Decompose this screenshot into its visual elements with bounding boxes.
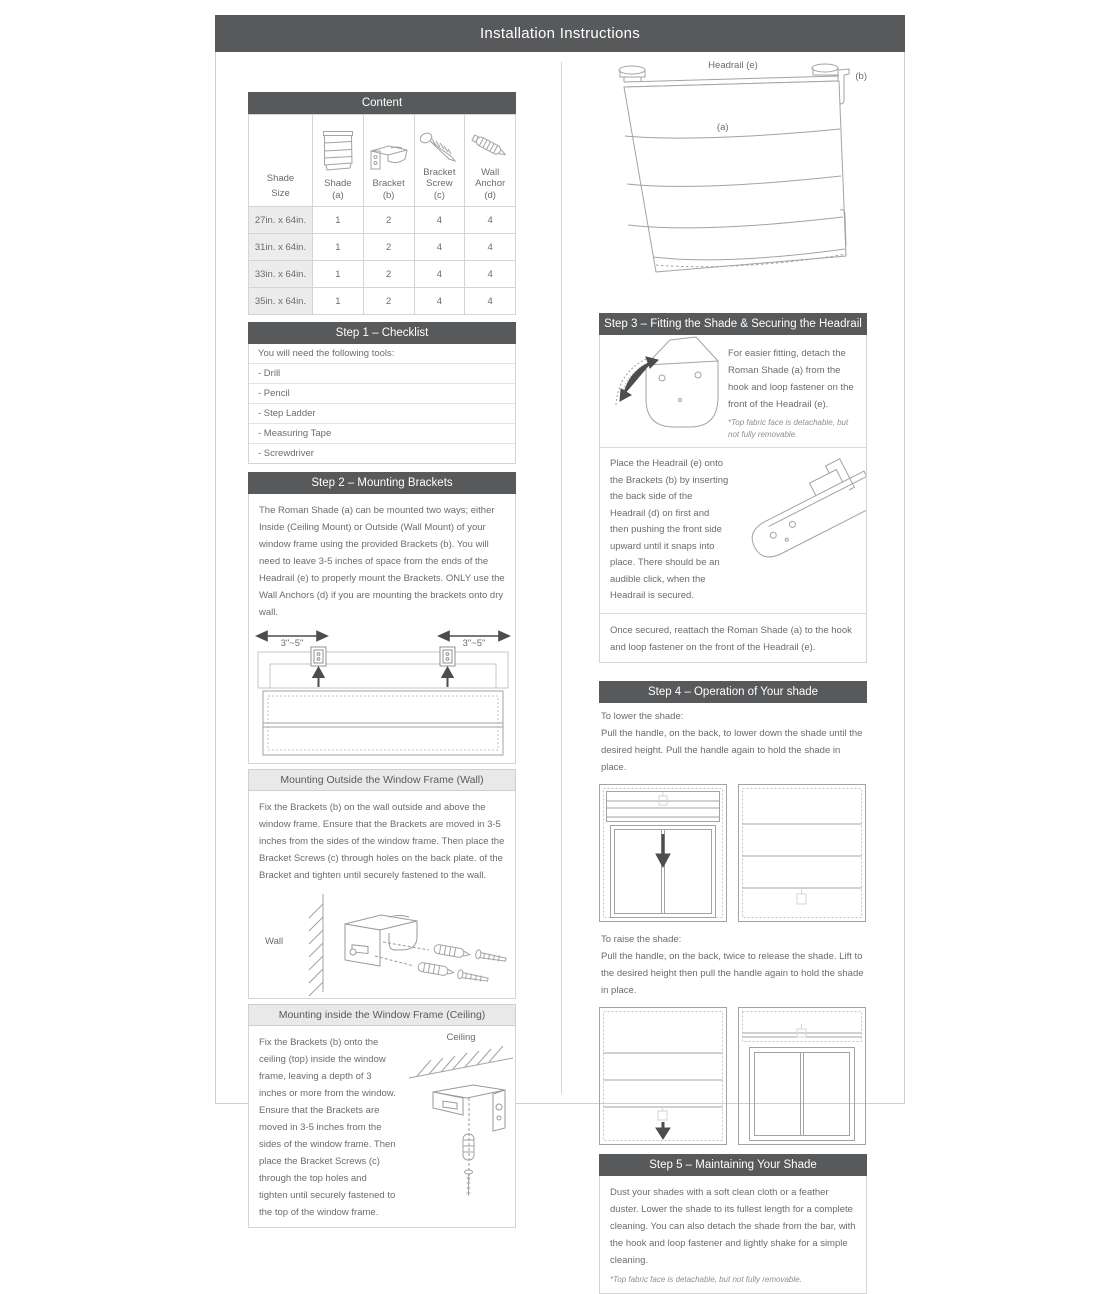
checklist-intro: You will need the following tools: <box>258 348 395 359</box>
headrail-label: Headrail (e) <box>708 60 758 71</box>
spacing-label-right: 3"~5" <box>462 638 486 649</box>
checklist-item: - Drill <box>249 363 515 383</box>
step3-title: Step 3 – Fitting the Shade & Securing the Headrail <box>599 313 867 335</box>
step4-title: Step 4 – Operation of Your shade <box>599 681 867 703</box>
step1-title: Step 1 – Checklist <box>248 322 516 344</box>
step3-detach-note: *Top fabric face is detachable, but not fully removable. <box>728 418 849 439</box>
step2-title: Step 2 – Mounting Brackets <box>248 472 516 494</box>
detach-shade-drawing <box>600 335 726 445</box>
table-row: 31in. x 64in. 1 2 4 4 <box>249 234 516 261</box>
step3-reattach-text: Once secured, reattach the Roman Shade (a) to the hook and loop fastener on the front of the Headrail (e). <box>610 624 852 653</box>
step5-title: Step 5 – Maintaining Your Shade <box>599 1154 867 1176</box>
ceiling-mount-section <box>248 1004 516 1228</box>
content-col-bracket: Bracket (b) <box>363 115 414 207</box>
step3-place-text: Place the Headrail (e) onto the Brackets (b) by inserting the back side of the Headrail (d) on first and then pushing the front side upward until it snaps into place. There should be an audible click, when the Headrail is secured. <box>610 458 729 601</box>
step4-raise-heading: To raise the shade: <box>601 933 682 945</box>
checklist-item: - Step Ladder <box>249 403 515 423</box>
detach-shade-diagram <box>600 335 726 445</box>
step3-place-row <box>600 447 866 613</box>
shade-raised-window-diagram <box>599 784 727 922</box>
step5-note: *Top fabric face is detachable, but not fully removable. <box>610 1274 802 1284</box>
step5-body: Dust your shades with a soft clean cloth or a feather duster. Lower the shade to its fullest length for a complete cleaning. You can also detach the shade from the bar, with the hook and loop fastener and lightly shake for a simple cleaning. <box>610 1186 856 1266</box>
table-row: 35in. x 64in. 1 2 4 4 <box>249 288 516 315</box>
step3-detach-row <box>600 335 866 447</box>
shade-a-label: (a) <box>716 122 729 133</box>
content-col-wall-anchor: Wall Anchor (d) <box>465 115 516 207</box>
content-table-title: Content <box>248 92 516 114</box>
checklist-item: - Pencil <box>249 383 515 403</box>
page-body <box>215 52 905 1284</box>
wall-mount-title: Mounting Outside the Window Frame (Wall) <box>248 769 516 791</box>
step1-section <box>248 322 516 464</box>
ceiling-mount-title: Mounting inside the Window Frame (Ceiling) <box>248 1004 516 1026</box>
ceiling-label: Ceiling <box>446 1032 476 1043</box>
place-headrail-diagram <box>732 448 866 588</box>
content-col-shade: Shade (a) <box>313 115 364 207</box>
shade-icon <box>321 129 355 175</box>
checklist-item: - Measuring Tape <box>249 423 515 443</box>
ceiling-mount-drawing <box>407 1032 515 1200</box>
wall-mount-section <box>248 769 516 999</box>
ceiling-mount-diagram <box>407 1032 515 1200</box>
instruction-sheet <box>215 15 905 1284</box>
bracket-icon <box>367 141 411 175</box>
shade-lowered-arrow-diagram <box>599 1007 727 1145</box>
bracket-b-label: (b) <box>855 71 867 82</box>
step2-body: The Roman Shade (a) can be mounted two ways; either Inside (Ceiling Mount) or Outside (Wall Mount) of your window frame using the provided Brackets (b). You will need to leave 3-5 inches of space from the ends of the Headrail (e) to properly mount the Brackets. ONLY use the Wall Anchors (d) if you are mounting the brackets onto dry wall. <box>259 505 505 618</box>
wall-mount-drawing <box>249 890 517 998</box>
wall-anchor-icon <box>469 130 511 164</box>
step4-lower-heading: To lower the shade: <box>601 710 684 722</box>
lower-diagrams-row <box>599 784 867 922</box>
table-row: 33in. x 64in. 1 2 4 4 <box>249 261 516 288</box>
shade-overview-drawing <box>599 60 867 303</box>
step4-raise-body: Pull the handle, on the back, twice to release the shade. Lift to the desired height then pull the handle again to hold the shade in place. <box>601 950 864 996</box>
checklist-item: - Screwdriver <box>249 443 515 463</box>
wall-mount-diagram <box>249 890 515 998</box>
step2-section <box>248 472 516 764</box>
page-title: Installation Instructions <box>215 15 905 52</box>
content-section <box>248 92 516 315</box>
shade-lowered-diagram <box>738 784 866 922</box>
step3-reattach-row <box>600 613 866 662</box>
content-table-header-row <box>249 115 516 207</box>
shade-raised-open-window-diagram <box>738 1007 866 1145</box>
ceiling-mount-body: Fix the Brackets (b) onto the ceiling (top) inside the window frame, leaving a depth of 3 inches or more from the window. Ensure that the Brackets are moved in 3-5 inches from the sides of the window frame. Then place the Bracket Screws (c) through the top holes and tighten until securely fastened to the top of the window frame. <box>259 1037 396 1218</box>
step4-section <box>599 681 867 1145</box>
step3-detach-text: For easier fitting, detach the Roman Shade (a) from the hook and loop fastener on the front of the Headrail (e). <box>728 348 854 410</box>
place-headrail-drawing <box>732 448 866 588</box>
content-table <box>248 114 516 315</box>
step5-section <box>599 1154 867 1294</box>
step4-lower-body: Pull the handle, on the back, to lower down the shade until the desired height. Pull the handle again to hold the shade in place. <box>601 727 863 773</box>
shade-overview-diagram <box>599 60 867 303</box>
wall-mount-body: Fix the Brackets (b) on the wall outside and above the window frame. Ensure that the Brackets are moved in 3-5 inches from the sides of the window frame. Then place the Bracket Screws (c) through holes on the back plate. of the Bracket and tighten until securely fastened to the wall. <box>259 802 505 881</box>
shade-size-header: Shade Size <box>249 115 313 207</box>
content-col-bracket-screw: Bracket Screw (c) <box>414 115 465 207</box>
spacing-label-left: 3"~5" <box>280 638 304 649</box>
raise-diagrams-row <box>599 1007 867 1145</box>
right-column <box>599 52 867 1294</box>
bracket-spacing-diagram <box>249 627 515 763</box>
step3-section <box>599 313 867 663</box>
column-divider <box>561 62 562 1094</box>
left-column <box>248 52 516 1228</box>
wall-label: Wall <box>265 936 284 947</box>
table-row: 27in. x 64in. 1 2 4 4 <box>249 207 516 234</box>
bracket-screw-icon <box>418 130 460 164</box>
